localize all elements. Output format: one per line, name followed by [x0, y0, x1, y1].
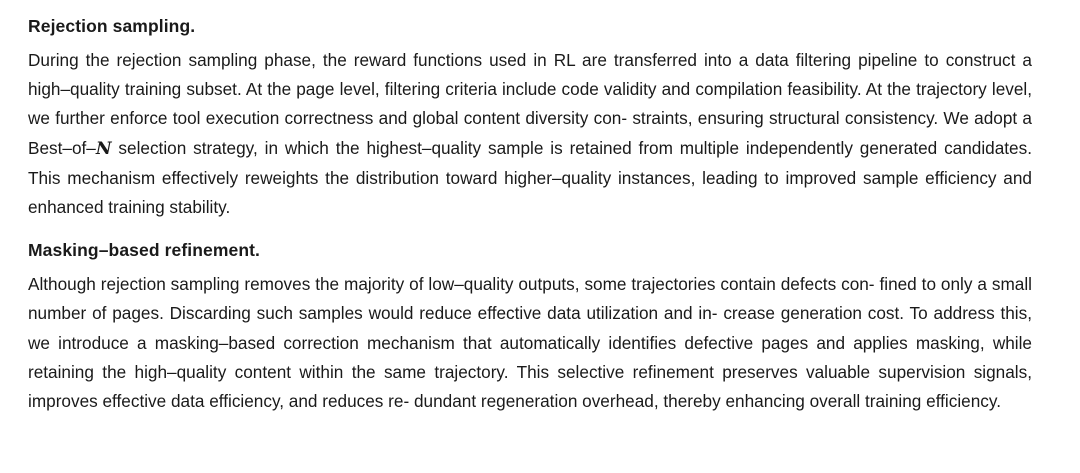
paragraph-masking-refinement	[28, 270, 1032, 416]
text-line: distribution toward higher–quality instances, leading to improved sample efficiency and enhanced training stability.	[28, 167, 1032, 218]
text-line: to construct a high–quality training subset. At the page level, filtering criteria include code validity and compilation	[28, 50, 1032, 100]
section-spacer	[28, 222, 1032, 238]
text-line: straints, ensuring structural consistency. We adopt a Best–of–	[28, 108, 1032, 158]
text-line: fined to only a small number of pages. Discarding such samples would reduce effective data utilization and in-	[28, 274, 1032, 324]
text-line: crease generation cost. To address this, we introduce a masking–based correction mechanism that automatically	[28, 303, 1032, 353]
text-line: dundant regeneration overhead, thereby enhancing overall training efficiency.	[413, 391, 1001, 412]
text-line: identifies defective pages and applies masking, while retaining the high–quality content within the same trajectory.	[28, 332, 1032, 382]
math-symbol-n: N	[95, 138, 112, 159]
document-page	[28, 14, 1032, 416]
text-line: During the rejection sampling phase, the reward functions used in RL are transferred into a data filtering pipeline	[28, 50, 918, 70]
text-line: This selective refinement preserves valuable supervision signals, improves effective data efficiency, and reduces re-	[28, 361, 1032, 412]
paragraph-rejection-sampling	[28, 46, 1032, 222]
section-heading-masking-refinement: Masking–based refinement.	[28, 240, 261, 261]
text-line: Although rejection sampling removes the majority of low–quality outputs, some trajectories contain defects con-	[28, 274, 875, 295]
text-line: sample is retained from multiple independently generated candidates. This mechanism effectively reweights the	[28, 137, 1032, 188]
text-line: feasibility. At the trajectory level, we further enforce tool execution correctness and global content diversity con-	[28, 79, 1032, 129]
text-line: selection strategy, in which the highest–quality	[111, 137, 482, 158]
section-heading-rejection-sampling: Rejection sampling.	[28, 16, 196, 36]
